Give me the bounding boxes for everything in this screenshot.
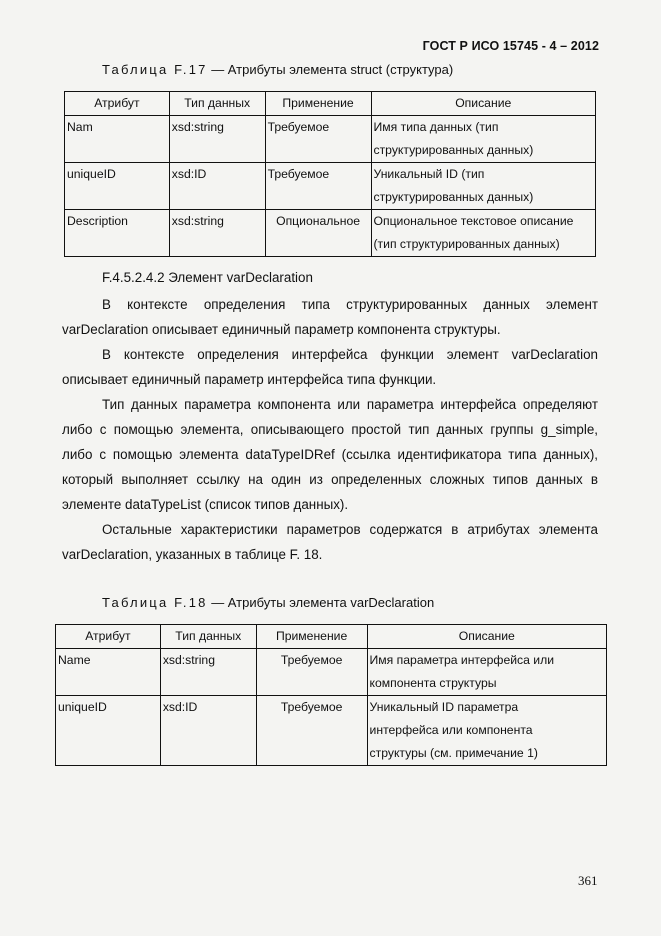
attributes-table-vardeclaration xyxy=(55,624,607,766)
column-header: Атрибут xyxy=(65,92,170,116)
cell-type: xsd:string xyxy=(160,649,256,696)
column-header: Атрибут xyxy=(56,625,161,649)
cell-attribute: uniqueID xyxy=(56,696,161,766)
table-row xyxy=(65,210,596,257)
cell-attribute: uniqueID xyxy=(65,163,170,210)
cell-description: Уникальный ID (тип структурированных данных) xyxy=(371,163,596,210)
cell-attribute: Nam xyxy=(65,116,170,163)
table-header-row xyxy=(56,625,607,649)
table-row xyxy=(56,696,607,766)
paragraph: Тип данных параметра компонента или параметра интерфейса определяют либо с помощью элемента, описывающего простой тип данных группы g_simple, либо с помощью элемента dataTypeIDRef (ссылка идентификатора типа данных), который выполняет ссылку на один из определенных сложных типов данных в элементе dataTypeList (список типов данных). xyxy=(62,397,598,512)
cell-usage: Требуемое xyxy=(256,696,367,766)
cell-type: xsd:string xyxy=(169,210,265,257)
page-number: 361 xyxy=(578,873,598,888)
attributes-table-struct xyxy=(64,91,596,257)
table-label: Таблица F.18 xyxy=(102,595,208,610)
cell-type: xsd:ID xyxy=(160,696,256,766)
column-header: Описание xyxy=(371,92,596,116)
cell-usage: Опциональное xyxy=(265,210,371,257)
cell-description: Имя параметра интерфейса или компонента структуры xyxy=(367,649,606,696)
column-header: Тип данных xyxy=(169,92,265,116)
table-label: Таблица F.17 xyxy=(102,62,208,77)
column-header: Применение xyxy=(256,625,367,649)
paragraph: В контексте определения типа структурированных данных элемент varDeclaration описывает единичный параметр компонента структуры. xyxy=(62,297,598,337)
cell-description: Имя типа данных (тип структурированных данных) xyxy=(371,116,596,163)
standard-header: ГОСТ Р ИСО 15745 - 4 – 2012 xyxy=(422,39,599,53)
table-caption xyxy=(102,62,453,77)
table-header-row xyxy=(65,92,596,116)
table-row xyxy=(65,116,596,163)
cell-description: Опциональное текстовое описание (тип структурированных данных) xyxy=(371,210,596,257)
cell-description: Уникальный ID параметра интерфейса или компонента структуры (см. примечание 1) xyxy=(367,696,606,766)
cell-type: xsd:ID xyxy=(169,163,265,210)
body-text xyxy=(62,292,598,567)
table-caption xyxy=(102,595,434,610)
table-title: — Атрибуты элемента varDeclaration xyxy=(211,595,435,610)
cell-usage: Требуемое xyxy=(265,163,371,210)
paragraph: В контексте определения интерфейса функции элемент varDeclaration описывает единичный параметр интерфейса типа функции. xyxy=(62,347,598,387)
cell-usage: Требуемое xyxy=(265,116,371,163)
table-title: — Атрибуты элемента struct (структура) xyxy=(211,62,454,77)
cell-attribute: Description xyxy=(65,210,170,257)
table-row xyxy=(65,163,596,210)
column-header: Тип данных xyxy=(160,625,256,649)
section-heading: F.4.5.2.4.2 Элемент varDeclaration xyxy=(102,270,313,285)
paragraph: Остальные характеристики параметров содержатся в атрибутах элемента varDeclaration, указанных в таблице F. 18. xyxy=(62,522,598,562)
cell-attribute: Name xyxy=(56,649,161,696)
column-header: Применение xyxy=(265,92,371,116)
cell-type: xsd:string xyxy=(169,116,265,163)
table-row xyxy=(56,649,607,696)
cell-usage: Требуемое xyxy=(256,649,367,696)
column-header: Описание xyxy=(367,625,606,649)
